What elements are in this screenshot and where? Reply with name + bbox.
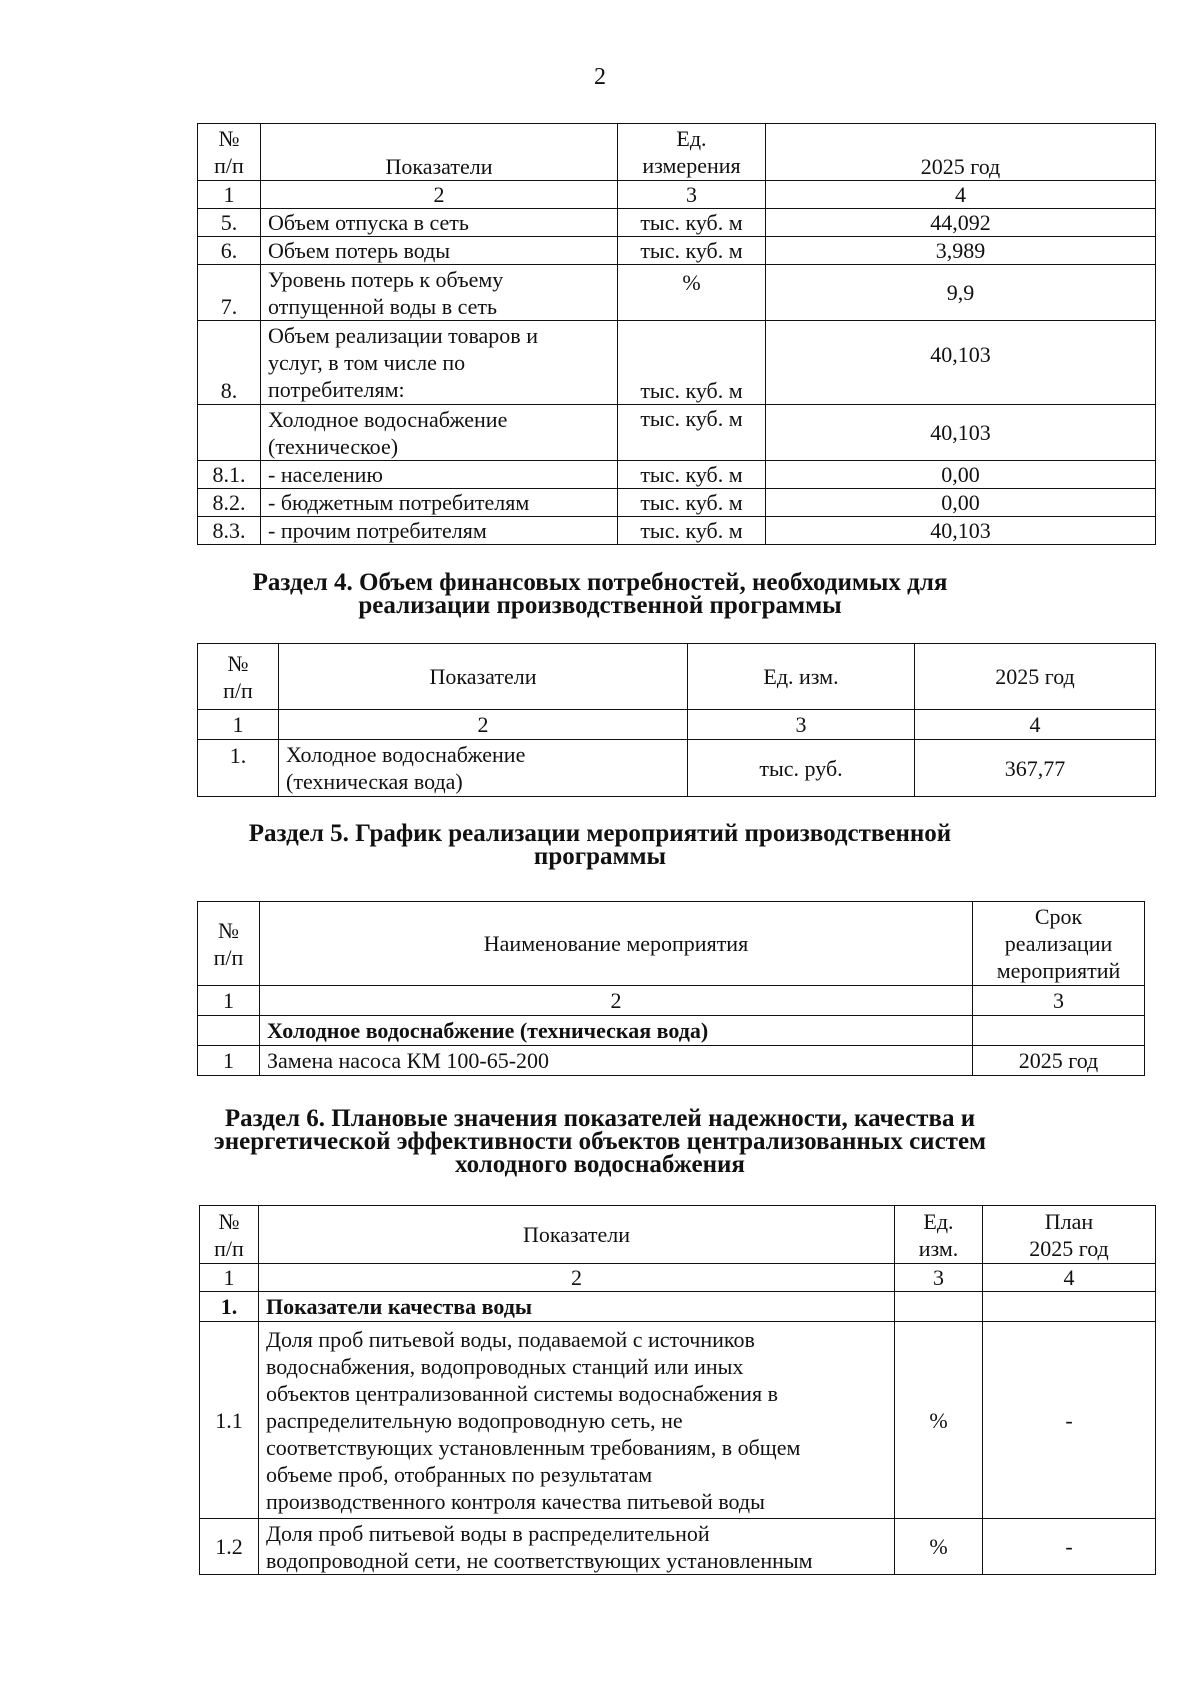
row-unit: тыс. куб. м [618, 489, 766, 517]
header-unit: Ед. измерения [618, 124, 766, 181]
row-term: 2025 год [973, 1046, 1145, 1076]
group-row [198, 1016, 1145, 1046]
row-value: 0,00 [766, 489, 1156, 517]
index-cell: 4 [915, 710, 1156, 740]
group-label: Показатели качества воды [259, 1292, 895, 1322]
section-5-title: Раздел 5. График реализации мероприятий производственной программы [248, 820, 952, 870]
table-row [198, 237, 1156, 265]
header-number: № п/п [200, 1206, 259, 1264]
header-indicators: Показатели [259, 1206, 895, 1264]
index-cell: 3 [973, 986, 1145, 1016]
header-year: 2025 год [915, 644, 1156, 710]
row-unit: тыс. куб. м [618, 321, 766, 405]
table-schedule [197, 901, 1145, 1076]
row-number: 1 [198, 1046, 260, 1076]
empty-cell [895, 1292, 983, 1322]
row-value: - [983, 1519, 1156, 1575]
empty-cell [983, 1292, 1156, 1322]
row-number: 1. [198, 740, 279, 797]
row-value: 44,092 [766, 209, 1156, 237]
row-number: 8.1. [198, 461, 261, 489]
row-number: 7. [198, 265, 261, 321]
index-cell: 2 [279, 710, 688, 740]
row-number [198, 405, 261, 461]
header-number: № п/п [198, 644, 279, 710]
row-number: 1.2 [200, 1519, 259, 1575]
table-plan-indicators [199, 1205, 1156, 1575]
row-number: 8.2. [198, 489, 261, 517]
row-value: 40,103 [766, 405, 1156, 461]
row-indicator: Холодное водоснабжение (техническое) [261, 405, 618, 461]
header-plan: План 2025 год [983, 1206, 1156, 1264]
row-unit: тыс. куб. м [618, 461, 766, 489]
table-production-volume [197, 123, 1156, 545]
row-value: 367,77 [915, 740, 1156, 797]
table-row [200, 1519, 1156, 1575]
empty-cell [198, 1016, 260, 1046]
row-number: 8.3. [198, 517, 261, 545]
table-row [198, 405, 1156, 461]
table-row [198, 517, 1156, 545]
row-unit: % [618, 265, 766, 321]
row-value: 40,103 [766, 517, 1156, 545]
row-value: 3,989 [766, 237, 1156, 265]
row-indicator: Уровень потерь к объему отпущенной воды в сеть [261, 265, 618, 321]
row-unit: тыс. руб. [688, 740, 915, 797]
row-indicator: Доля проб питьевой воды в распределительной водопроводной сети, не соответствующих установленным [259, 1519, 895, 1575]
row-indicator: Объем потерь воды [261, 237, 618, 265]
table-financial-needs [197, 643, 1156, 797]
row-unit: % [895, 1519, 983, 1575]
row-value: - [983, 1322, 1156, 1519]
row-indicator: Объем реализации товаров и услуг, в том числе по потребителям: [261, 321, 618, 405]
row-indicator: Объем отпуска в сеть [261, 209, 618, 237]
group-row [200, 1292, 1156, 1322]
table-row [198, 265, 1156, 321]
header-indicators: Показатели [279, 644, 688, 710]
group-number: 1. [200, 1292, 259, 1322]
header-indicators: Показатели [261, 124, 618, 181]
index-cell: 2 [261, 181, 618, 209]
empty-cell [973, 1016, 1145, 1046]
row-activity: Замена насоса КМ 100-65-200 [260, 1046, 973, 1076]
index-cell: 3 [618, 181, 766, 209]
row-number: 5. [198, 209, 261, 237]
row-number: 8. [198, 321, 261, 405]
header-activity: Наименование мероприятия [260, 902, 973, 986]
row-number: 6. [198, 237, 261, 265]
row-unit: тыс. куб. м [618, 209, 766, 237]
header-term: Срок реализации мероприятий [973, 902, 1145, 986]
index-cell: 1 [198, 710, 279, 740]
index-cell: 1 [200, 1264, 259, 1292]
row-value: 40,103 [766, 321, 1156, 405]
row-indicator: - бюджетным потребителям [261, 489, 618, 517]
table-row [198, 209, 1156, 237]
row-unit: тыс. куб. м [618, 517, 766, 545]
row-unit: % [895, 1322, 983, 1519]
index-cell: 2 [259, 1264, 895, 1292]
index-cell: 3 [895, 1264, 983, 1292]
group-label: Холодное водоснабжение (техническая вода) [260, 1016, 973, 1046]
header-unit: Ед. изм. [895, 1206, 983, 1264]
row-value: 9,9 [766, 265, 1156, 321]
index-cell: 1 [198, 181, 261, 209]
index-cell: 4 [766, 181, 1156, 209]
row-number: 1.1 [200, 1322, 259, 1519]
header-unit: Ед. изм. [688, 644, 915, 710]
index-cell: 3 [688, 710, 915, 740]
row-value: 0,00 [766, 461, 1156, 489]
row-unit: тыс. куб. м [618, 405, 766, 461]
row-indicator: - прочим потребителям [261, 517, 618, 545]
table-row [198, 740, 1156, 797]
index-cell: 1 [198, 986, 260, 1016]
page-number: 2 [594, 64, 606, 90]
header-number: № п/п [198, 902, 260, 986]
table-row [200, 1322, 1156, 1519]
table-row [198, 489, 1156, 517]
table-row [198, 461, 1156, 489]
row-indicator: - населению [261, 461, 618, 489]
index-cell: 2 [260, 986, 973, 1016]
row-indicator: Холодное водоснабжение (техническая вода) [279, 740, 688, 797]
row-indicator: Доля проб питьевой воды, подаваемой с источников водоснабжения, водопроводных станций или иных объектов централизованной системы водоснабжения в распределительную водопроводную сеть, не соответствующих установленным требованиям, в общем объеме проб, отобранных по результатам производственного контроля качества питьевой воды [259, 1322, 895, 1519]
table-row [198, 321, 1156, 405]
header-year: 2025 год [766, 124, 1156, 181]
header-number: № п/п [198, 124, 261, 181]
index-cell: 4 [983, 1264, 1156, 1292]
table-row [198, 1046, 1145, 1076]
section-4-title: Раздел 4. Объем финансовых потребностей, необходимых для реализации производственной программы [252, 569, 948, 619]
row-unit: тыс. куб. м [618, 237, 766, 265]
section-6-title: Раздел 6. Плановые значения показателей надежности, качества и энергетической эффективности объектов централизованных систем холодного водоснабжения [213, 1105, 987, 1178]
